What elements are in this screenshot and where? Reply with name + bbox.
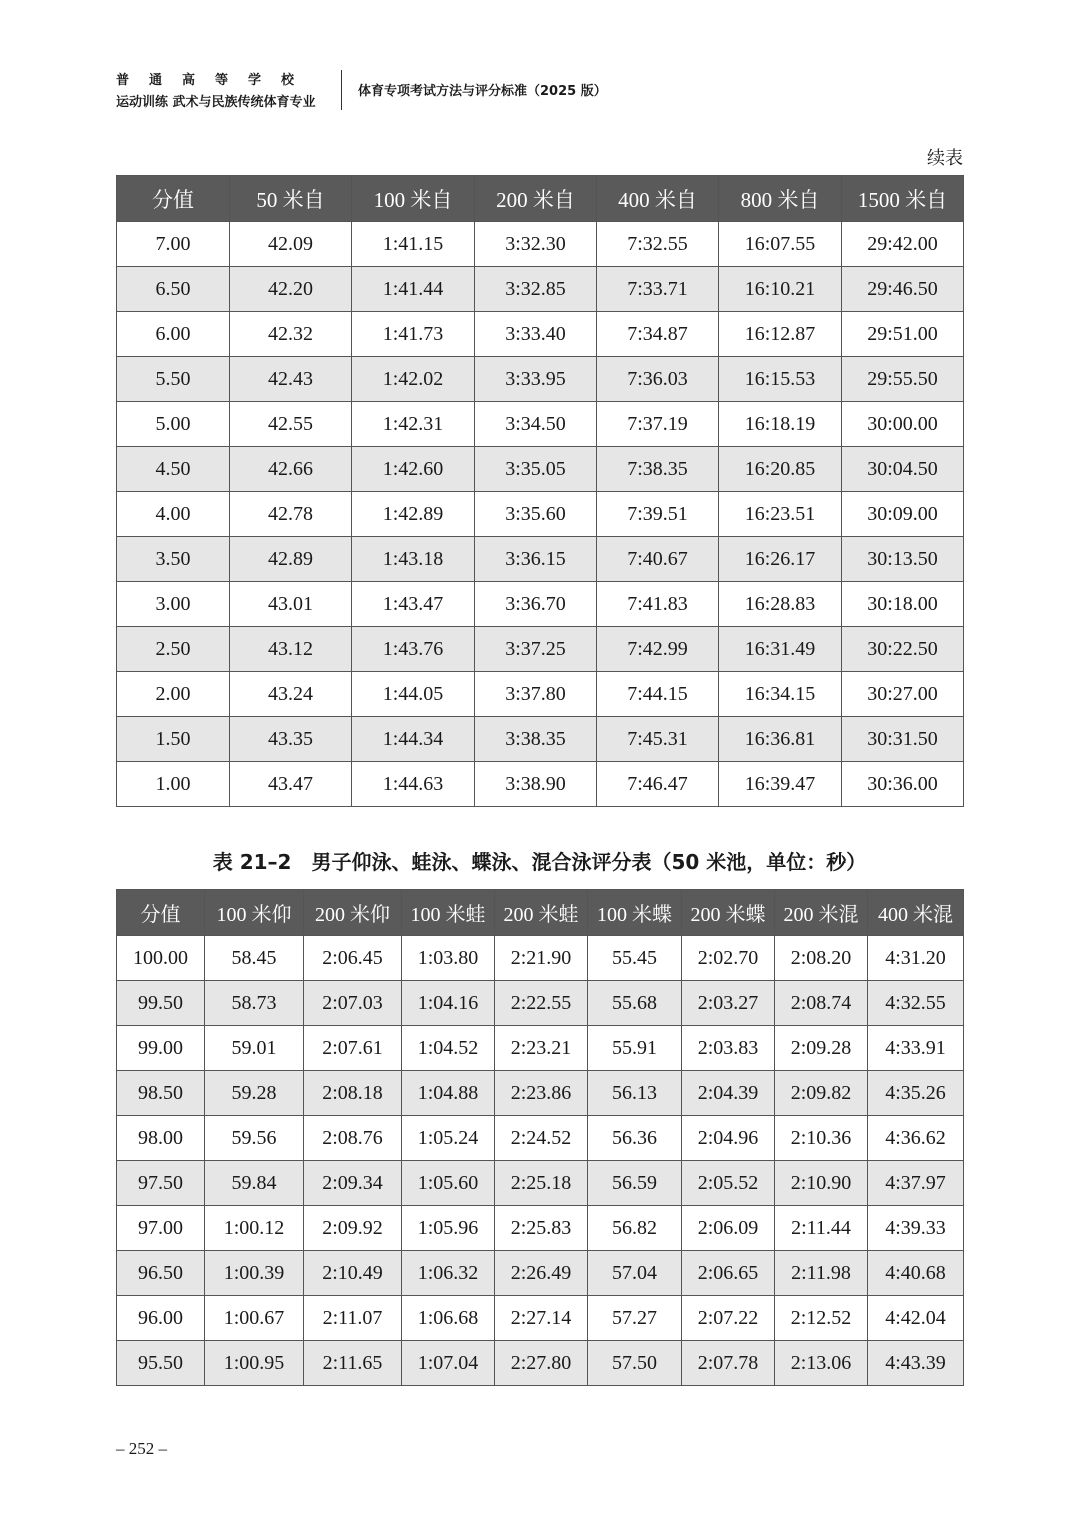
time-cell: 4:43.39 — [868, 1341, 964, 1386]
time-cell: 1:05.96 — [402, 1206, 495, 1251]
time-cell: 1:43.47 — [352, 582, 475, 627]
time-cell: 59.84 — [205, 1161, 304, 1206]
column-header: 100 米蝶 — [588, 890, 682, 936]
time-cell: 1:00.95 — [205, 1341, 304, 1386]
table-header-row — [117, 890, 964, 936]
time-cell: 3:38.35 — [475, 717, 597, 762]
time-cell: 3:33.40 — [475, 312, 597, 357]
time-cell: 1:43.76 — [352, 627, 475, 672]
time-cell: 2:04.96 — [682, 1116, 775, 1161]
time-cell: 7:45.31 — [597, 717, 719, 762]
time-cell: 3:32.85 — [475, 267, 597, 312]
column-header: 800 米自 — [719, 176, 842, 222]
score-cell: 6.50 — [117, 267, 230, 312]
score-cell: 1.50 — [117, 717, 230, 762]
column-header: 200 米自 — [475, 176, 597, 222]
time-cell: 2:27.80 — [495, 1341, 588, 1386]
table-row — [117, 627, 964, 672]
time-cell: 30:04.50 — [842, 447, 964, 492]
header-line-1: 普通高等学校 — [116, 73, 315, 88]
time-cell: 55.45 — [588, 936, 682, 981]
time-cell: 7:42.99 — [597, 627, 719, 672]
time-cell: 1:42.89 — [352, 492, 475, 537]
table-row — [117, 492, 964, 537]
time-cell: 2:09.28 — [775, 1026, 868, 1071]
time-cell: 3:35.60 — [475, 492, 597, 537]
time-cell: 2:11.07 — [304, 1296, 402, 1341]
time-cell: 56.82 — [588, 1206, 682, 1251]
time-cell: 2:08.76 — [304, 1116, 402, 1161]
table-row — [117, 981, 964, 1026]
column-header: 分值 — [117, 890, 205, 936]
page-number: – 252 – — [116, 1439, 167, 1458]
time-cell: 4:31.20 — [868, 936, 964, 981]
time-cell: 42.20 — [230, 267, 352, 312]
time-cell: 2:09.34 — [304, 1161, 402, 1206]
time-cell: 3:38.90 — [475, 762, 597, 807]
column-header: 200 米蝶 — [682, 890, 775, 936]
time-cell: 42.55 — [230, 402, 352, 447]
time-cell: 2:23.86 — [495, 1071, 588, 1116]
column-header: 分值 — [117, 176, 230, 222]
time-cell: 2:07.61 — [304, 1026, 402, 1071]
score-cell: 1.00 — [117, 762, 230, 807]
time-cell: 43.47 — [230, 762, 352, 807]
time-cell: 4:32.55 — [868, 981, 964, 1026]
score-cell: 98.50 — [117, 1071, 205, 1116]
table-row — [117, 222, 964, 267]
time-cell: 57.27 — [588, 1296, 682, 1341]
time-cell: 42.89 — [230, 537, 352, 582]
time-cell: 2:21.90 — [495, 936, 588, 981]
time-cell: 2:07.22 — [682, 1296, 775, 1341]
time-cell: 3:36.70 — [475, 582, 597, 627]
time-cell: 42.43 — [230, 357, 352, 402]
time-cell: 57.50 — [588, 1341, 682, 1386]
time-cell: 3:32.30 — [475, 222, 597, 267]
time-cell: 2:10.36 — [775, 1116, 868, 1161]
score-cell: 96.00 — [117, 1296, 205, 1341]
time-cell: 2:24.52 — [495, 1116, 588, 1161]
table-row — [117, 1206, 964, 1251]
time-cell: 1:05.60 — [402, 1161, 495, 1206]
time-cell: 2:08.20 — [775, 936, 868, 981]
column-header: 100 米自 — [352, 176, 475, 222]
time-cell: 1:41.15 — [352, 222, 475, 267]
score-cell: 2.00 — [117, 672, 230, 717]
table-row — [117, 672, 964, 717]
table-row — [117, 1026, 964, 1071]
time-cell: 29:46.50 — [842, 267, 964, 312]
time-cell: 1:43.18 — [352, 537, 475, 582]
table-header-row — [117, 176, 964, 222]
time-cell: 3:34.50 — [475, 402, 597, 447]
time-cell: 1:05.24 — [402, 1116, 495, 1161]
time-cell: 59.56 — [205, 1116, 304, 1161]
time-cell: 1:04.16 — [402, 981, 495, 1026]
time-cell: 30:13.50 — [842, 537, 964, 582]
time-cell: 16:20.85 — [719, 447, 842, 492]
column-header: 100 米蛙 — [402, 890, 495, 936]
column-header: 400 米自 — [597, 176, 719, 222]
time-cell: 30:00.00 — [842, 402, 964, 447]
time-cell: 16:23.51 — [719, 492, 842, 537]
table-row — [117, 357, 964, 402]
time-cell: 1:42.31 — [352, 402, 475, 447]
time-cell: 16:31.49 — [719, 627, 842, 672]
column-header: 1500 米自 — [842, 176, 964, 222]
time-cell: 1:41.73 — [352, 312, 475, 357]
time-cell: 29:51.00 — [842, 312, 964, 357]
time-cell: 2:06.65 — [682, 1251, 775, 1296]
score-cell: 97.00 — [117, 1206, 205, 1251]
table-caption: 表 21–2 男子仰泳、蛙泳、蝶泳、混合泳评分表（50 米池，单位：秒） — [212, 850, 867, 874]
time-cell: 3:37.25 — [475, 627, 597, 672]
time-cell: 30:18.00 — [842, 582, 964, 627]
score-cell: 95.50 — [117, 1341, 205, 1386]
score-cell: 3.00 — [117, 582, 230, 627]
time-cell: 2:13.06 — [775, 1341, 868, 1386]
time-cell: 4:42.04 — [868, 1296, 964, 1341]
time-cell: 2:08.74 — [775, 981, 868, 1026]
time-cell: 42.32 — [230, 312, 352, 357]
time-cell: 29:42.00 — [842, 222, 964, 267]
time-cell: 16:07.55 — [719, 222, 842, 267]
header-line-2: 运动训练 武术与民族传统体育专业 — [116, 95, 316, 110]
time-cell: 1:44.63 — [352, 762, 475, 807]
score-cell: 3.50 — [117, 537, 230, 582]
time-cell: 2:23.21 — [495, 1026, 588, 1071]
running-header-right: 体育专项考试方法与评分标准（2025 版） — [358, 84, 607, 99]
continued-label: 续表 — [927, 148, 963, 169]
table-row — [117, 1251, 964, 1296]
score-cell: 5.00 — [117, 402, 230, 447]
column-header: 100 米仰 — [205, 890, 304, 936]
time-cell: 2:02.70 — [682, 936, 775, 981]
time-cell: 1:04.52 — [402, 1026, 495, 1071]
stroke-score-table — [116, 889, 964, 1386]
time-cell: 58.73 — [205, 981, 304, 1026]
time-cell: 56.13 — [588, 1071, 682, 1116]
time-cell: 2:06.45 — [304, 936, 402, 981]
time-cell: 2:22.55 — [495, 981, 588, 1026]
time-cell: 55.68 — [588, 981, 682, 1026]
time-cell: 56.36 — [588, 1116, 682, 1161]
time-cell: 7:40.67 — [597, 537, 719, 582]
time-cell: 2:11.65 — [304, 1341, 402, 1386]
time-cell: 3:35.05 — [475, 447, 597, 492]
time-cell: 7:34.87 — [597, 312, 719, 357]
time-cell: 2:25.18 — [495, 1161, 588, 1206]
score-cell: 98.00 — [117, 1116, 205, 1161]
time-cell: 59.28 — [205, 1071, 304, 1116]
time-cell: 1:04.88 — [402, 1071, 495, 1116]
time-cell: 42.78 — [230, 492, 352, 537]
time-cell: 1:07.04 — [402, 1341, 495, 1386]
time-cell: 2:05.52 — [682, 1161, 775, 1206]
time-cell: 56.59 — [588, 1161, 682, 1206]
time-cell: 4:35.26 — [868, 1071, 964, 1116]
table-row — [117, 1071, 964, 1116]
time-cell: 3:33.95 — [475, 357, 597, 402]
time-cell: 2:07.03 — [304, 981, 402, 1026]
time-cell: 3:37.80 — [475, 672, 597, 717]
time-cell: 55.91 — [588, 1026, 682, 1071]
table-row — [117, 717, 964, 762]
column-header: 200 米蛙 — [495, 890, 588, 936]
time-cell: 4:40.68 — [868, 1251, 964, 1296]
table-row — [117, 1341, 964, 1386]
time-cell: 1:06.32 — [402, 1251, 495, 1296]
time-cell: 1:00.67 — [205, 1296, 304, 1341]
time-cell: 2:07.78 — [682, 1341, 775, 1386]
table-row — [117, 1296, 964, 1341]
column-header: 50 米自 — [230, 176, 352, 222]
time-cell: 29:55.50 — [842, 357, 964, 402]
time-cell: 16:39.47 — [719, 762, 842, 807]
time-cell: 2:11.44 — [775, 1206, 868, 1251]
time-cell: 43.01 — [230, 582, 352, 627]
time-cell: 16:15.53 — [719, 357, 842, 402]
score-cell: 6.00 — [117, 312, 230, 357]
table-row — [117, 312, 964, 357]
score-cell: 100.00 — [117, 936, 205, 981]
score-cell: 99.50 — [117, 981, 205, 1026]
time-cell: 57.04 — [588, 1251, 682, 1296]
time-cell: 1:41.44 — [352, 267, 475, 312]
time-cell: 16:34.15 — [719, 672, 842, 717]
time-cell: 4:39.33 — [868, 1206, 964, 1251]
table-row — [117, 762, 964, 807]
time-cell: 2:09.92 — [304, 1206, 402, 1251]
time-cell: 30:27.00 — [842, 672, 964, 717]
score-cell: 7.00 — [117, 222, 230, 267]
time-cell: 7:37.19 — [597, 402, 719, 447]
time-cell: 16:18.19 — [719, 402, 842, 447]
time-cell: 2:27.14 — [495, 1296, 588, 1341]
time-cell: 16:10.21 — [719, 267, 842, 312]
time-cell: 2:25.83 — [495, 1206, 588, 1251]
time-cell: 7:39.51 — [597, 492, 719, 537]
time-cell: 7:32.55 — [597, 222, 719, 267]
time-cell: 30:36.00 — [842, 762, 964, 807]
time-cell: 42.09 — [230, 222, 352, 267]
time-cell: 2:06.09 — [682, 1206, 775, 1251]
time-cell: 16:12.87 — [719, 312, 842, 357]
time-cell: 1:00.39 — [205, 1251, 304, 1296]
time-cell: 4:37.97 — [868, 1161, 964, 1206]
time-cell: 2:26.49 — [495, 1251, 588, 1296]
time-cell: 30:22.50 — [842, 627, 964, 672]
score-cell: 4.50 — [117, 447, 230, 492]
time-cell: 1:03.80 — [402, 936, 495, 981]
time-cell: 4:36.62 — [868, 1116, 964, 1161]
time-cell: 16:26.17 — [719, 537, 842, 582]
table-row — [117, 1161, 964, 1206]
time-cell: 2:04.39 — [682, 1071, 775, 1116]
column-header: 400 米混 — [868, 890, 964, 936]
time-cell: 3:36.15 — [475, 537, 597, 582]
time-cell: 7:44.15 — [597, 672, 719, 717]
time-cell: 30:31.50 — [842, 717, 964, 762]
time-cell: 1:44.05 — [352, 672, 475, 717]
time-cell: 2:03.83 — [682, 1026, 775, 1071]
time-cell: 2:10.49 — [304, 1251, 402, 1296]
score-cell: 96.50 — [117, 1251, 205, 1296]
time-cell: 2:03.27 — [682, 981, 775, 1026]
time-cell: 1:44.34 — [352, 717, 475, 762]
time-cell: 7:33.71 — [597, 267, 719, 312]
score-cell: 97.50 — [117, 1161, 205, 1206]
time-cell: 59.01 — [205, 1026, 304, 1071]
time-cell: 2:11.98 — [775, 1251, 868, 1296]
time-cell: 7:36.03 — [597, 357, 719, 402]
time-cell: 43.12 — [230, 627, 352, 672]
score-cell: 5.50 — [117, 357, 230, 402]
time-cell: 1:42.60 — [352, 447, 475, 492]
table-row — [117, 267, 964, 312]
time-cell: 1:06.68 — [402, 1296, 495, 1341]
time-cell: 7:41.83 — [597, 582, 719, 627]
time-cell: 2:10.90 — [775, 1161, 868, 1206]
time-cell: 4:33.91 — [868, 1026, 964, 1071]
time-cell: 16:36.81 — [719, 717, 842, 762]
table-row — [117, 402, 964, 447]
time-cell: 58.45 — [205, 936, 304, 981]
table-row — [117, 936, 964, 981]
time-cell: 42.66 — [230, 447, 352, 492]
score-cell: 2.50 — [117, 627, 230, 672]
header-divider — [341, 70, 342, 110]
freestyle-score-table — [116, 175, 964, 807]
time-cell: 43.24 — [230, 672, 352, 717]
table-row — [117, 537, 964, 582]
table-row — [117, 582, 964, 627]
time-cell: 2:12.52 — [775, 1296, 868, 1341]
time-cell: 30:09.00 — [842, 492, 964, 537]
time-cell: 16:28.83 — [719, 582, 842, 627]
table-row — [117, 447, 964, 492]
column-header: 200 米仰 — [304, 890, 402, 936]
time-cell: 7:38.35 — [597, 447, 719, 492]
time-cell: 1:00.12 — [205, 1206, 304, 1251]
time-cell: 1:42.02 — [352, 357, 475, 402]
time-cell: 7:46.47 — [597, 762, 719, 807]
running-header-left — [116, 70, 331, 114]
time-cell: 43.35 — [230, 717, 352, 762]
score-cell: 4.00 — [117, 492, 230, 537]
score-cell: 99.00 — [117, 1026, 205, 1071]
time-cell: 2:08.18 — [304, 1071, 402, 1116]
column-header: 200 米混 — [775, 890, 868, 936]
time-cell: 2:09.82 — [775, 1071, 868, 1116]
table-row — [117, 1116, 964, 1161]
